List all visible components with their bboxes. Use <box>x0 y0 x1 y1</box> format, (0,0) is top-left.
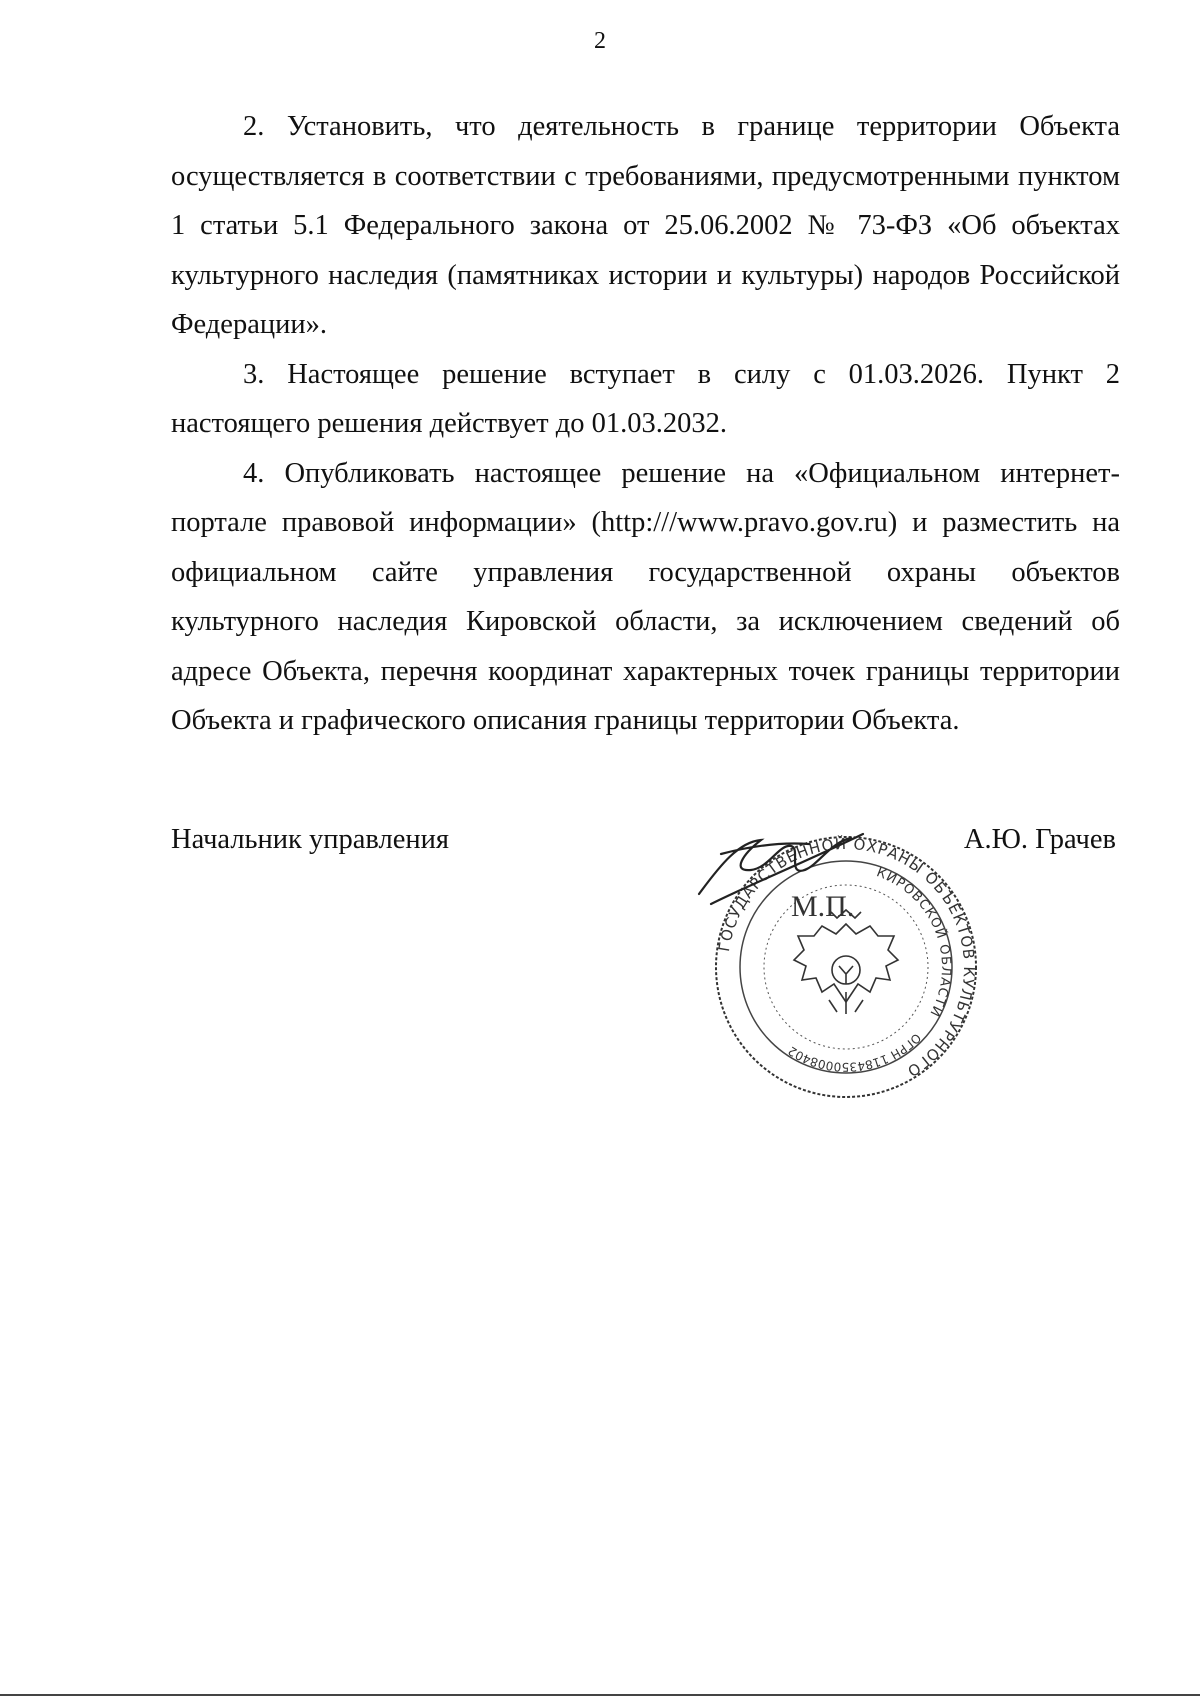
signature-block <box>171 820 1120 1120</box>
double-headed-eagle-icon <box>794 910 898 1014</box>
signer-position: Начальник управления <box>171 824 449 855</box>
stamp-outer-text: ГОСУДАРСТВЕННОЙ ОХРАНЫ ОБЪЕКТОВ КУЛЬТУРНОГО <box>715 834 979 1081</box>
stamp-ogrn-text: ОГРН 1184350008402 <box>785 1030 924 1075</box>
paragraph-3: 3. Настоящее решение вступает в силу с 01.03.2026. Пункт 2 настоящего решения действует до 01.03.2032. <box>171 358 1120 439</box>
stamp-inner-text: КИРОВСКОЙ ОБЛАСТИ <box>874 865 954 1020</box>
page-number: 2 <box>594 28 606 54</box>
stamp-place-mark: М.П. <box>791 890 855 923</box>
svg-text:ОГРН 1184350008402 <box>786 1031 924 1074</box>
paragraph-4: 4. Опубликовать настоящее решение на «Официальном интернет-портале правовой информации» (http:///www.pravo.gov.ru) и разместить на официальном сайте управления государственной охраны объектов культурного наследия Кировской области, за исключением сведений об адресе Объекта, перечня координат характерных точек границы территории Объекта и графического описания границы территории Объекта. <box>171 457 1120 736</box>
document-body <box>171 102 1120 746</box>
paragraph-2: 2. Установить, что деятельность в границе территории Объекта осуществляется в соответствии с требованиями, предусмотренными пунктом 1 статьи 5.1 Федерального закона от 25.06.2002 № 73-ФЗ «Об объектах культурного наследия (памятниках истории и культуры) народов Российской Федерации». <box>171 111 1120 340</box>
signer-name: А.Ю. Грачев <box>963 824 1116 855</box>
page-bottom-edge <box>0 1694 1200 1696</box>
